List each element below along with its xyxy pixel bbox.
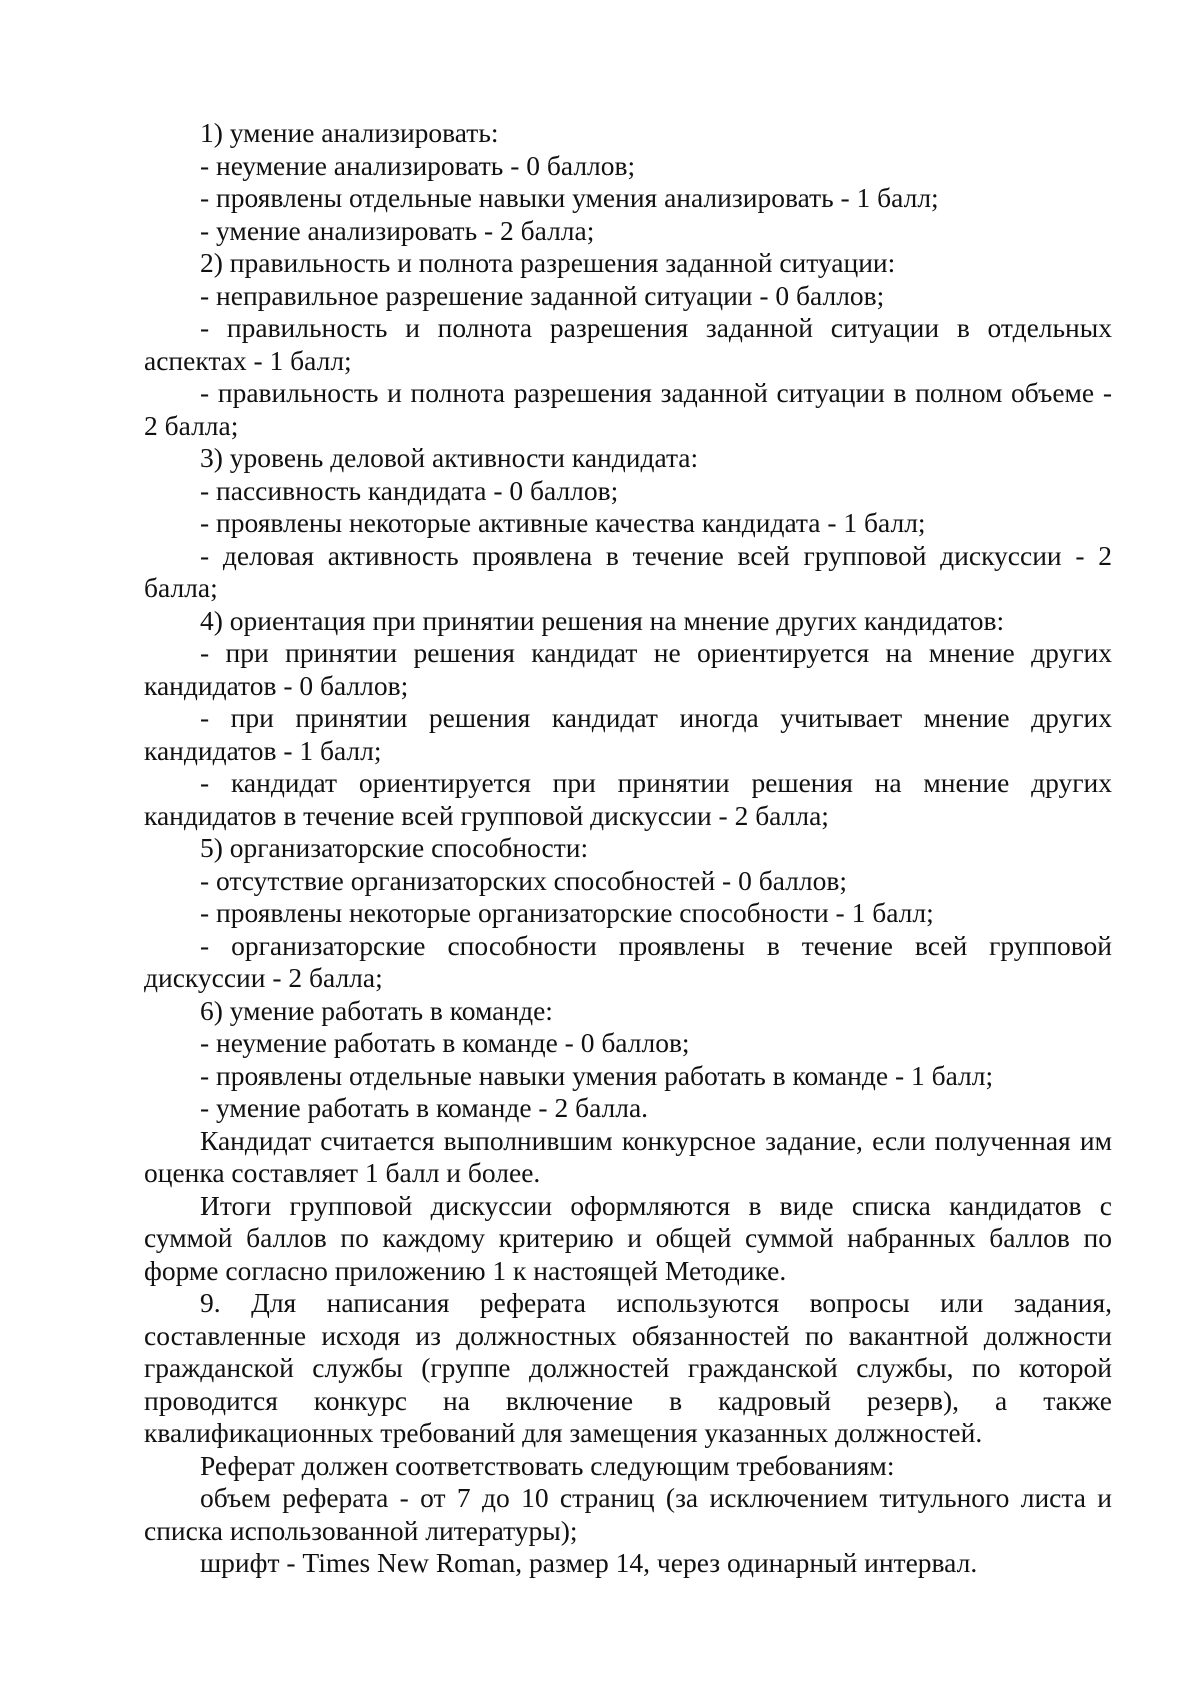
score-line: - проявлены отдельные навыки умения анализировать - 1 балл;	[200, 182, 939, 213]
score-line: - организаторские способности проявлены в течение всей групповой дискуссии - 2 балла;	[144, 929, 1112, 993]
essay-clause-paragraph: 9. Для написания реферата используются вопросы или задания, составленные исходя из должностных обязанностей по вакантной должности гражданской службы (группе должностей гражданской службы, по которой проводится конкурс на включение в кадровый резерв), а также квалификационных требований для замещения указанных должностей.	[144, 1287, 1112, 1448]
score-line: - проявлены некоторые организаторские способности - 1 балл;	[200, 897, 934, 928]
score-line: - проявлены отдельные навыки умения работать в команде - 1 балл;	[200, 1059, 994, 1091]
essay-requirements-heading: Реферат должен соответствовать следующим требованиям:	[200, 1449, 895, 1481]
score-line: - при принятии решения кандидат иногда учитывает мнение других кандидатов - 1 балл;	[144, 702, 1112, 766]
score-line: - пассивность кандидата - 0 баллов;	[200, 474, 619, 506]
score-line: - деловая активность проявлена в течение всей групповой дискуссии - 2 балла;	[144, 539, 1112, 603]
score-line: - кандидат ориентируется при принятии решения на мнение других кандидатов в течение всей групповой дискуссии - 2 балла;	[144, 767, 1112, 831]
essay-volume-requirement: объем реферата - от 7 до 10 страниц (за исключением титульного листа и списка использованной литературы);	[144, 1482, 1112, 1546]
score-line: - проявлены некоторые активные качества кандидата - 1 балл;	[200, 507, 926, 538]
score-line: - при принятии решения кандидат не ориентируется на мнение других кандидатов - 0 баллов;	[144, 637, 1112, 701]
discussion-results-paragraph: Итоги групповой дискуссии оформляются в виде списка кандидатов с суммой баллов по каждому критерию и общей суммой набранных баллов по форме согласно приложению 1 к настоящей Методике.	[144, 1189, 1112, 1286]
score-line: - неумение работать в команде - 0 баллов;	[200, 1027, 690, 1058]
essay-font-requirement: шрифт - Times New Roman, размер 14, через одинарный интервал.	[200, 1547, 978, 1578]
score-line: - правильность и полнота разрешения заданной ситуации в отдельных аспектах - 1 балл;	[144, 312, 1112, 376]
score-line: - правильность и полнота разрешения заданной ситуации в полном объеме - 2 балла;	[144, 377, 1112, 441]
score-line: - умение работать в команде - 2 балла.	[200, 1092, 649, 1123]
criterion-heading-resolution: 2) правильность и полнота разрешения заданной ситуации:	[200, 247, 896, 278]
score-line: - отсутствие организаторских способностей - 0 баллов;	[200, 864, 847, 896]
criterion-heading-teamwork: 6) умение работать в команде:	[200, 994, 553, 1026]
criterion-heading-activity: 3) уровень деловой активности кандидата:	[200, 442, 699, 473]
score-line: - неумение анализировать - 0 баллов;	[200, 149, 636, 181]
criterion-heading-organization: 5) организаторские способности:	[200, 832, 589, 863]
criterion-heading-orientation: 4) ориентация при принятии решения на мнение других кандидатов:	[200, 604, 1005, 636]
criterion-heading-analysis: 1) умение анализировать:	[200, 117, 499, 148]
score-line: - неправильное разрешение заданной ситуации - 0 баллов;	[200, 279, 885, 311]
score-line: - умение анализировать - 2 балла;	[200, 214, 595, 246]
passing-condition-paragraph: Кандидат считается выполнившим конкурсное задание, если полученная им оценка составляет 1 балл и более.	[144, 1124, 1112, 1188]
